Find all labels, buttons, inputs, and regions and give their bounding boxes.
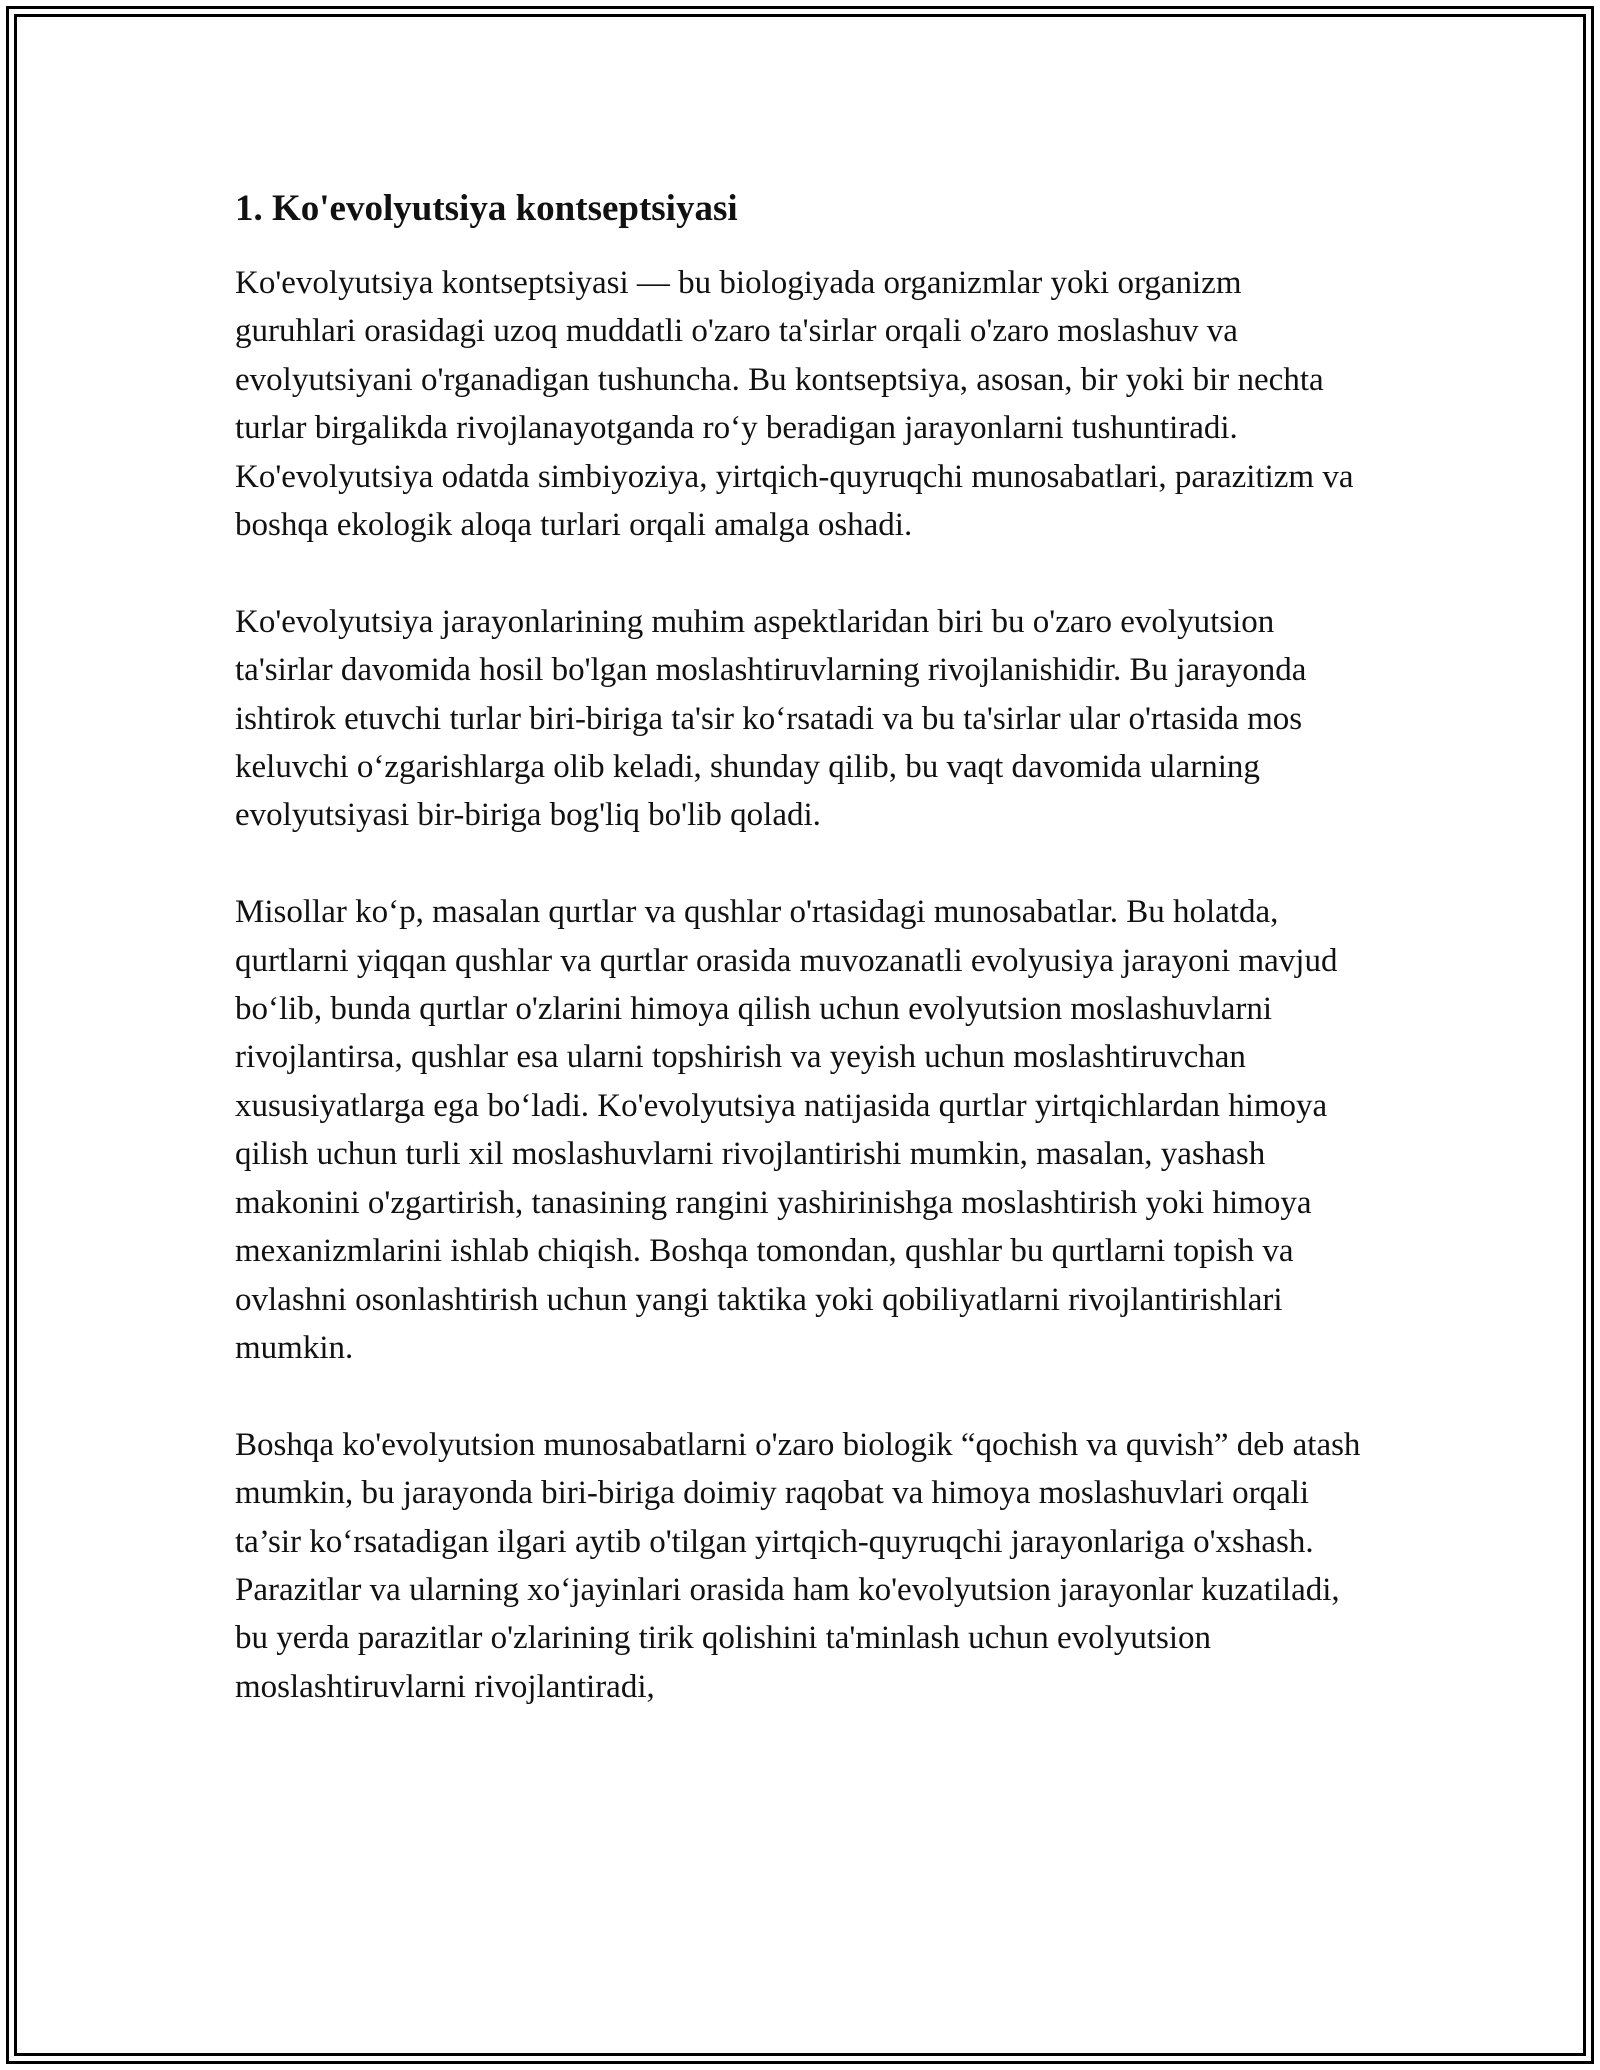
document-body — [235, 185, 1370, 1760]
paragraph-3: Misollar ko‘p, masalan qurtlar va qushlar o'rtasidagi munosabatlar. Bu holatda, qurtlarni yiqqan qushlar va qurtlar orasida muvozanatli evolyusiya jarayoni mavjud bo‘lib, bunda qurtlar o'zlarini himoya qilish uchun evolyutsion moslashuvlarni rivojlantirsa, qushlar esa ularni topshirish va yeyish uchun moslashtiruvchan xususiyatlarga ega bo‘ladi. Ko'evolyutsiya natijasida qurtlar yirtqichlardan himoya qilish uchun turli xil moslashuvlarni rivojlantirishi mumkin, masalan, yashash makonini o'zgartirish, tanasining rangini yashirinishga moslashtirish yoki himoya mexanizmlarini ishlab chiqish. Boshqa tomondan, qushlar bu qurtlarni topish va ovlashni osonlashtirish uchun yangi taktika yoki qobiliyatlarni rivojlantirishlari mumkin. — [235, 894, 1338, 1366]
paragraph-1: Ko'evolyutsiya kontseptsiyasi — bu biologiyada organizmlar yoki organizm guruhlari orasidagi uzoq muddatli o'zaro ta'sirlar orqali o'zaro moslashuv va evolyutsiyani o'rganadigan tushuncha. Bu kontseptsiya, asosan, bir yoki bir nechta turlar birgalikda rivojlanayotganda ro‘y beradigan jarayonlarni tushuntiradi. Ko'evolyutsiya odatda simbiyoziya, yirtqich-quyruqchi munosabatlari, parazitizm va boshqa ekologik aloqa turlari orqali amalga oshadi. — [235, 265, 1354, 544]
paragraph-2: Ko'evolyutsiya jarayonlarining muhim aspektlaridan biri bu o'zaro evolyutsion ta'sirlar davomida hosil bo'lgan moslashtiruvlarning rivojlanishidir. Bu jarayonda ishtirok etuvchi turlar biri-biriga ta'sir ko‘rsatadi va bu ta'sirlar ular o'rtasida mos keluvchi o‘zgarishlarga olib keladi, shunday qilib, bu vaqt davomida ularning evolyutsiyasi bir-biriga bog'liq bo'lib qoladi. — [235, 603, 1307, 834]
paragraph-4: Boshqa ko'evolyutsion munosabatlarni o'zaro biologik “qochish va quvish” deb atash mumkin, bu jarayonda biri-biriga doimiy raqobat va himoya moslashuvlari orqali ta’sir ko‘rsatadigan ilgari aytib o'tilgan yirtqich-quyruqchi jarayonlariga o'xshash. Parazitlar va ularning xo‘jayinlari orasida ham ko'evolyutsion jarayonlar kuzatiladi, bu yerda parazitlar o'zlarining tirik qolishini ta'minlash uchun evolyutsion moslashtiruvlarni rivojlantiradi, — [235, 1426, 1361, 1705]
section-heading: 1. Ko'evolyutsiya kontseptsiyasi — [235, 188, 738, 229]
